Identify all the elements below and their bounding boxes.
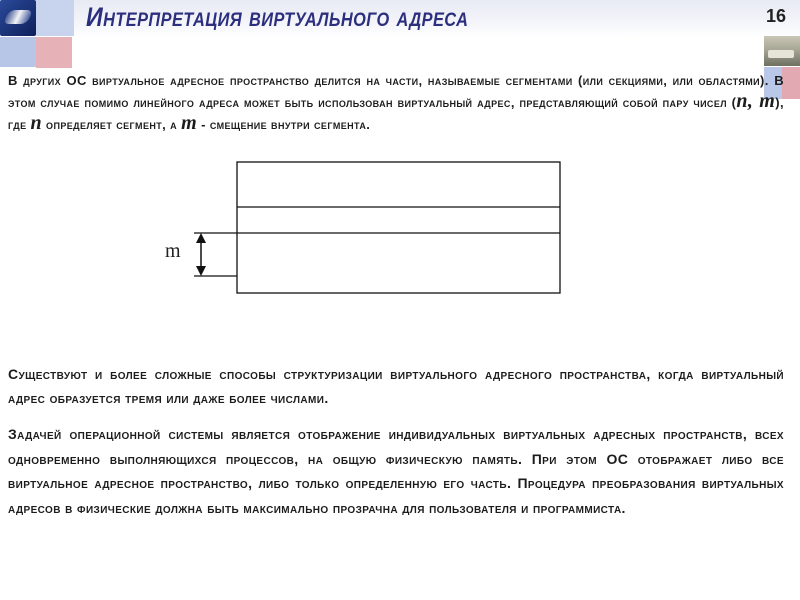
math-pair: n, m [736, 90, 776, 112]
offset-arrow-head-up [196, 233, 206, 243]
math-m: m [181, 112, 198, 134]
math-n: n [30, 112, 43, 134]
paragraph-segments [8, 70, 784, 135]
paragraph-complex-methods: Существуют и более сложные способы структуризации виртуального адресного пространства, когда виртуальный адрес образуется тремя или даже более числами. [8, 366, 784, 406]
address-space-box [237, 162, 560, 293]
decor-square-blue-top [36, 0, 74, 36]
paragraph-os-mapping: Задачей операционной системы является отображение индивидуальных виртуальных адресных пространств, всех одновременно выполняющихся процессов, на общую физическую память. При этом ОС отображает либо все виртуальное адресное пространство, либо только определенную его часть. Процедура преобразования виртуальных адресов в физические должна быть максимально прозрачна для пользователя и программиста. [8, 426, 784, 516]
offset-label: m [165, 240, 181, 262]
slide-title: Интерпретация виртуального адреса [86, 2, 469, 32]
logo-streak [3, 10, 34, 24]
paragraph-text: В других ОС виртуальное адресное пространство делится на части, называемые сегментами (или секциями, или областями). В этом случае помимо линейного адреса может быть использован виртуальный адрес, представляющий собой пару чисел ( [8, 73, 784, 110]
decor-square-pink-right [782, 67, 800, 99]
paragraph-text: ), где [8, 95, 785, 132]
photo-thumbnail [764, 36, 800, 66]
decor-square-blue-left [0, 37, 36, 67]
logo-icon [0, 0, 36, 36]
decor-square-pink-left [36, 37, 72, 68]
slide-number: 16 [765, 6, 786, 26]
paragraph-text: - смещение внутри сегмента. [197, 117, 371, 132]
paragraph-text: определяет сегмент, а [42, 117, 182, 132]
offset-arrow-head-down [196, 266, 206, 276]
